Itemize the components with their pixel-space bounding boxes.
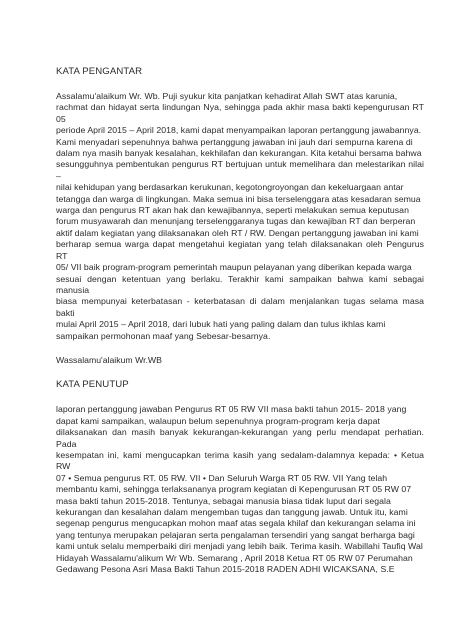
paragraph-kata-penutup: laporan pertanggung jawaban Pengurus RT 05 RW VII masa bakti tahun 2015- 2018 yang dapat kami sampaikan, walaupun belum sepenuhnya program-program kerja dapat dilaksanakan dan masih banyak kekurangan-kekurangan yang perlu mendapat perhatian. Pada kesempatan ini, kami mengucapkan terima kasih yang sedalam-dalamnya kepada: • Ketua RW 07 • Semua pengurus RT. 05 RW. VII • Dan Seluruh Warga RT 05 RW. VII Yang telah membantu kami, sehingga terlaksananya program kegiatan di Kepengurusan RT 05 RW 07 masa bakti tahun 2015-2018. Tentunya, sebagai manusia biasa tidak luput dari segala kekurangan dan kesalahan dalam mengemban tugas dan tanggung jawab. Untuk itu, kami segenap pengurus mengucapkan mohon maaf atas segala khilaf dan kekurangan selama ini yang tentunya merupakan pelajaran serta pengalaman tersendiri yang sangat berharga bagi kami untuk selalu memperbaiki diri menjadi yang lebih baik. Terima kasih. Wabillahi Taufiq Wal Hidayah Wassalamu'alikum Wr Wb. Semarang , April 2018 Ketua RT 05 RW 07 Perumahan Gedawang Pesona Asri Masa Bakti Tahun 2015-2018 RADEN ADHI WICAKSANA, S.E (56, 404, 424, 575)
document-content (56, 66, 424, 575)
paragraph-kata-pengantar: Assalamu'alaikum Wr. Wb. Puji syukur kita panjatkan kehadirat Allah SWT atas karunia, rachmat dan hidayat serta lindungan Nya, sehingga pada akhir masa bakti kepengurusan RT 05 periode April 2015 – April 2018, kami dapat menyampaikan laporan pertanggung jawabannya. Kami menyadari sepenuhnya bahwa pertanggung jawaban ini jauh dari sempurna karena di dalam nya masih banyak kesalahan, kekhilafan dan kekurangan. Kita ketahui bersama bahwa sesungguhnya pembentukan pengurus RT bertujuan untuk memelihara dan melestarikan nilai – nilai kehidupan yang berdasarkan kerukunan, kegotongroyongan dan kekeluargaan antar tetangga dan warga di lingkungan. Maka semua ini bisa terselenggara atas kesadaran semua warga dan pengurus RT akan hak dan kewajibannya, seperti melakukan semua keputusan forum musyawarah dan menunjang terselenggaranya tugas dan kewajiban RT dan berperan aktif dalam kegiatan yang dilaksanakan oleh RT / RW. Dengan pertanggung jawaban ini kami berharap semua warga dapat mengetahui kegiatan yang telah dilaksanakan oleh Pengurus RT 05/ VII baik program-program pemerintah maupun pelayanan yang diberikan kepada warga sesuai dengan ketentuan yang berlaku. Terakhir kami sampaikan bahwa kami sebagai manusia biasa mempunyai keterbatasan - keterbatasan di dalam menjalankan tugas selama masa bakti mulai April 2015 – April 2018, dari lubuk hati yang paling dalam dan tulus ikhlas kami sampaikan permohonan maaf yang Sebesar-besarnya. (56, 91, 424, 341)
closing-greeting: Wassalamu'alaikum Wr.WB (56, 354, 162, 365)
heading-kata-pengantar: KATA PENGANTAR (56, 66, 143, 77)
heading-kata-penutup: KATA PENUTUP (56, 379, 129, 391)
